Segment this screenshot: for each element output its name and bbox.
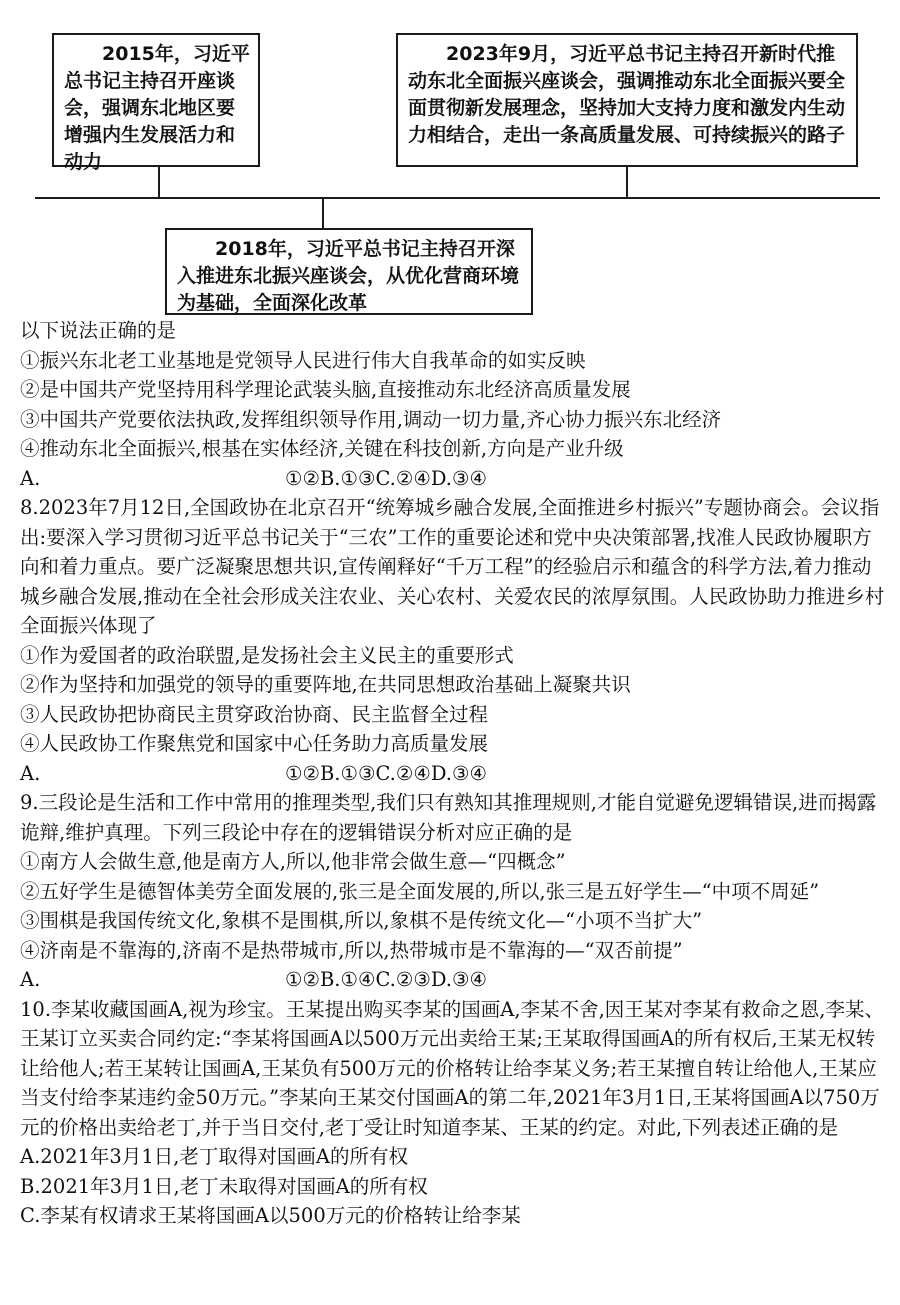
answer-label: A. <box>20 466 41 490</box>
timeline-box-2023: 2023年9月，习近平总书记主持召开新时代推动东北全面振兴座谈会，强调推动东北全面振兴要全面贯彻新发展理念，坚持加大支持力度和激发内生动力相结合，走出一条高质量发展、可持续振兴的路子 <box>396 33 858 167</box>
answer-label: A. <box>20 968 41 991</box>
connector-line <box>322 198 324 228</box>
q9-option-1: ①南方人会做生意,他是南方人,所以,他非常会做生意—“四概念” <box>20 850 566 873</box>
q7-option-1: ①振兴东北老工业基地是党领导人民进行伟大自我革命的如实反映 <box>20 348 586 372</box>
q10-option-a: A.2021年3月1日,老丁取得对国画A的所有权 <box>20 1145 409 1168</box>
q9-answer-choices <box>20 965 885 995</box>
timeline-box-2015: 2015年，习近平总书记主持召开座谈会，强调东北地区要增强内生发展活力和动力 <box>52 33 260 167</box>
connector-line <box>626 167 628 198</box>
question-text <box>20 316 885 1231</box>
q9-option-4: ④济南是不靠海的,济南不是热带城市,所以,热带城市是不靠海的—“双否前提” <box>20 938 683 962</box>
timeline-axis <box>35 197 880 199</box>
q9-option-3: ③围棋是我国传统文化,象棋不是围棋,所以,象棋不是传统文化—“小项不当扩大” <box>20 909 703 932</box>
q7-option-3: ③中国共产党要依法执政,发挥组织领导作用,调动一切力量,齐心协力振兴东北经济 <box>20 407 722 431</box>
q10-option-c: C.李某有权请求王某将国画A以500万元的价格转让给李某 <box>20 1204 521 1227</box>
q7-answer-choices <box>20 464 885 494</box>
q8-stem: 8.2023年7月12日,全国政协在北京召开“统筹城乡融合发展,全面推进乡村振兴”专题协商会。会议指出:要深入学习贯彻习近平总书记关于“三农”工作的重要论述和党中央决策部署,找准人民政协履职方向和着力重点。要广泛凝聚思想共识,宣传阐释好“千万工程”的经验启示和蕴含的科学方法,着力推动城乡融合发展,推动在全社会形成关注农业、关心农村、关爱农民的浓厚氛围。人民政协助力推进乡村全面振兴体现了 <box>20 496 885 637</box>
timeline-box-2018: 2018年，习近平总书记主持召开深入推进东北振兴座谈会，从优化营商环境为基础，全面深化改革 <box>165 228 533 315</box>
answer-options: ①②B.①④C.②③D.③④ <box>285 968 487 991</box>
q8-option-3: ③人民政协把协商民主贯穿政治协商、民主监督全过程 <box>20 702 489 726</box>
answer-label: A. <box>20 761 41 785</box>
q8-option-2: ②作为坚持和加强党的领导的重要阵地,在共同思想政治基础上凝聚共识 <box>20 673 631 696</box>
q9-stem: 9.三段论是生活和工作中常用的推理类型,我们只有熟知其推理规则,才能自觉避免逻辑错误,进而揭露诡辩,维护真理。下列三段论中存在的逻辑错误分析对应正确的是 <box>20 791 877 844</box>
q7-option-4: ④推动东北全面振兴,根基在实体经济,关键在科技创新,方向是产业升级 <box>20 437 624 460</box>
answer-options: ①②B.①③C.②④D.③④ <box>285 761 487 785</box>
q8-option-1: ①作为爱国者的政治联盟,是发扬社会主义民主的重要形式 <box>20 643 514 667</box>
q7-option-2: ②是中国共产党坚持用科学理论武装头脑,直接推动东北经济高质量发展 <box>20 378 631 401</box>
q8-option-4: ④人民政协工作聚焦党和国家中心任务助力高质量发展 <box>20 732 489 755</box>
answer-options: ①②B.①③C.②④D.③④ <box>285 466 487 490</box>
q10-option-b: B.2021年3月1日,老丁未取得对国画A的所有权 <box>20 1174 428 1198</box>
q8-answer-choices <box>20 759 885 789</box>
q9-option-2: ②五好学生是德智体美劳全面发展的,张三是全面发展的,所以,张三是五好学生—“中项不周延” <box>20 879 820 903</box>
connector-line <box>158 167 160 198</box>
q10-stem: 10.李某收藏国画A,视为珍宝。王某提出购买李某的国画A,李某不舍,因王某对李某有救命之恩,李某、王某订立买卖合同约定:“李某将国画A以500万元出卖给王某;王某取得国画A的所有权后,王某无权转让给他人;若王某转让国画A,王某负有500万元的价格转让给李某义务;若王某擅自转让给他人,王某应当支付给李某违约金50万元。”李某向王某交付国画A的第二年,2021年3月1日,王某将国画A以750万元的价格出卖给老丁,并于当日交付,老丁受让时知道李某、王某的约定。对此,下列表述正确的是 <box>20 997 884 1139</box>
q7-stem: 以下说法正确的是 <box>20 319 177 342</box>
